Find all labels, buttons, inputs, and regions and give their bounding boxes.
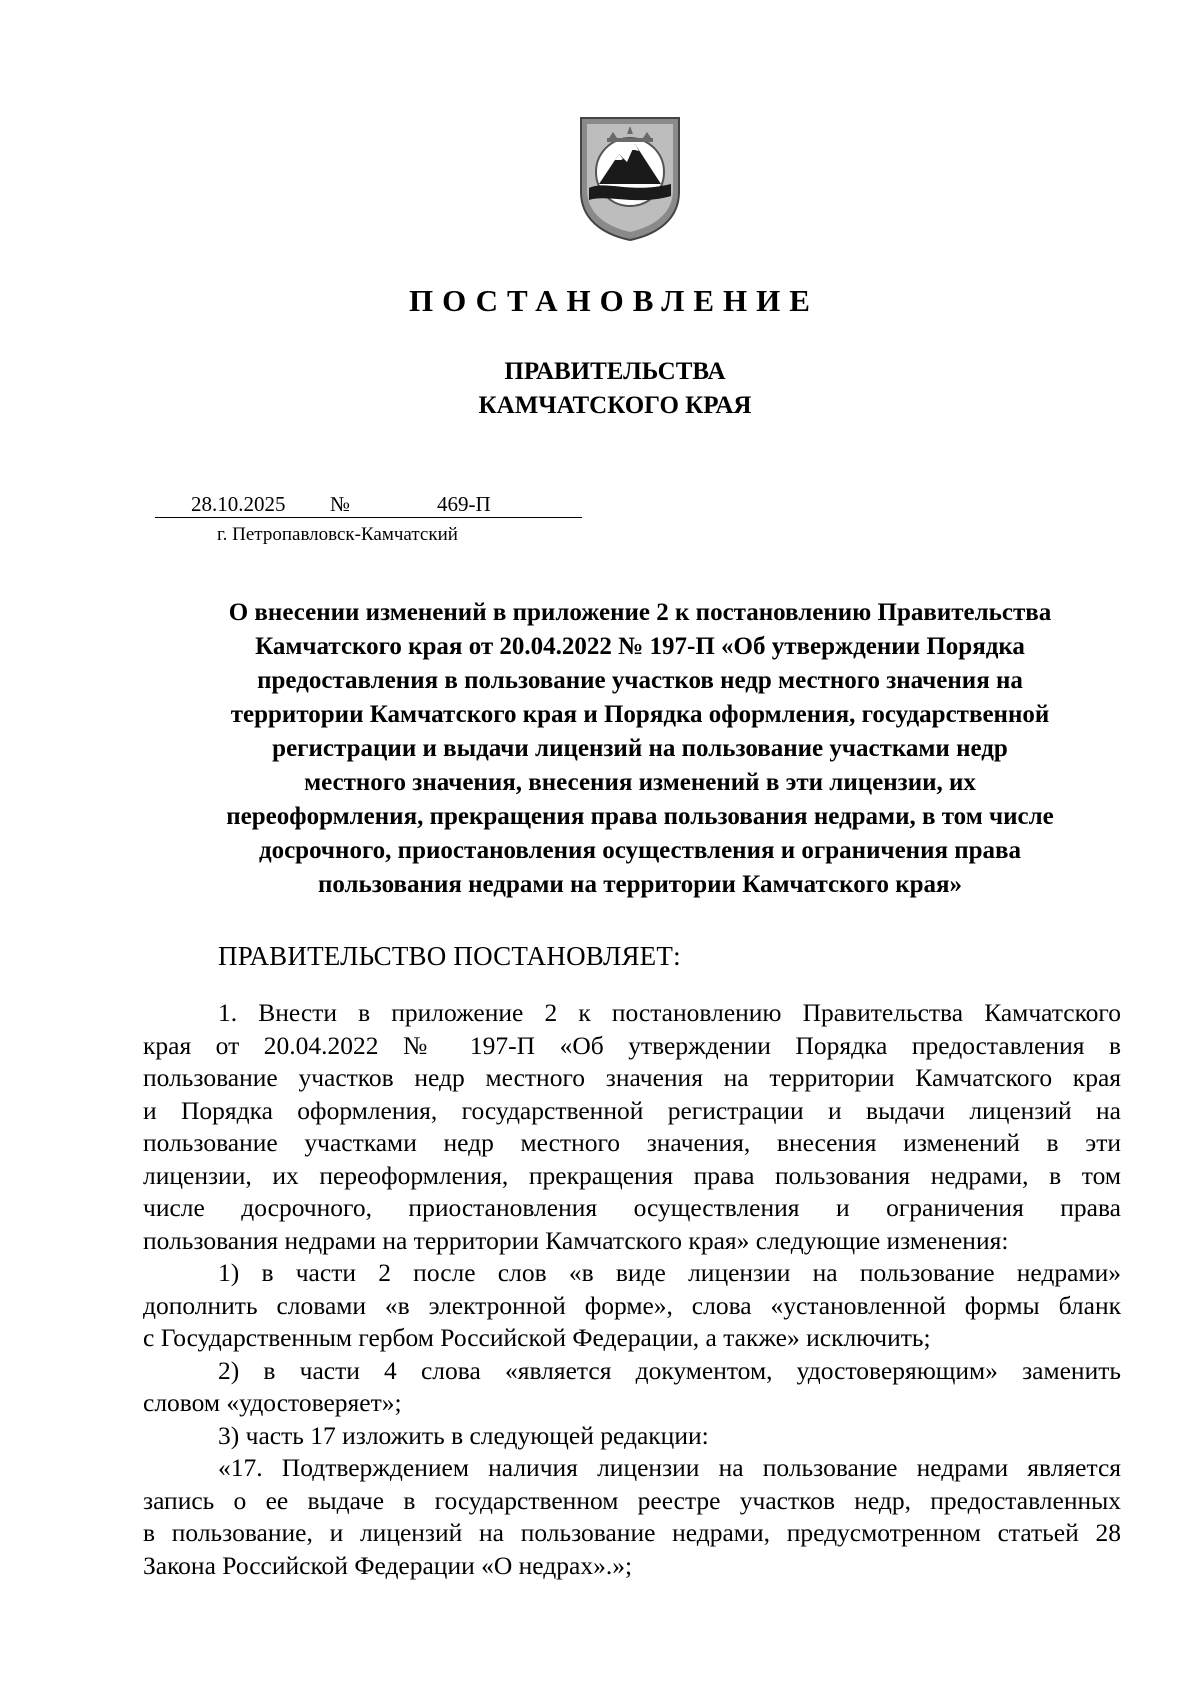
document-subject bbox=[160, 596, 1120, 902]
subject-line: пользования недрами на территории Камчатского края» bbox=[317, 871, 963, 898]
subject-line: Камчатского края от 20.04.2022 № 197-П «Об утверждении Порядка bbox=[255, 633, 1025, 660]
number-label: № bbox=[330, 492, 351, 516]
decree-heading: ПРАВИТЕЛЬСТВО ПОСТАНОВЛЯЕТ: bbox=[218, 941, 681, 971]
subject-line: территории Камчатского края и Порядка оформления, государственной bbox=[230, 701, 1050, 728]
body-text-line: «17. Подтверждением наличия лицензии на пользование недрами является bbox=[218, 1453, 1121, 1482]
subject-line: местного значения, внесения изменений в эти лицензии, их bbox=[304, 769, 976, 796]
authority-line-2: КАМЧАТСКОГО КРАЯ bbox=[478, 392, 752, 419]
subject-line: предоставления в пользование участков недр местного значения на bbox=[257, 667, 1023, 694]
body-text-line: дополнить словами «в электронной форме», слова «установленной формы бланк bbox=[143, 1290, 1121, 1320]
body-text-line: пользование участками недр местного значения, внесения изменений в эти bbox=[143, 1128, 1121, 1157]
subject-line: О внесении изменений в приложение 2 к постановлению Правительства bbox=[228, 599, 1052, 626]
body-text-line: лицензии, их переоформления, прекращения права пользования недрами, в том bbox=[143, 1160, 1121, 1190]
body-text-line: и Порядка оформления, государственной регистрации и выдачи лицензий на bbox=[143, 1095, 1121, 1125]
document-number: 469-П bbox=[437, 492, 491, 516]
body-text-line: края от 20.04.2022 № 197-П «Об утверждении Порядка предоставления в bbox=[143, 1030, 1121, 1060]
body-text-line: 2) в части 4 слова «является документом, удостоверяющим» заменить bbox=[218, 1355, 1121, 1385]
body-text-line: пользования недрами на территории Камчатского края» следующие изменения: bbox=[143, 1225, 1009, 1255]
subject-line: переоформления, прекращения права пользования недрами, в том числе bbox=[226, 803, 1054, 830]
body-text-line: с Государственным гербом Российской Федерации, а также» исключить; bbox=[143, 1323, 931, 1352]
body-text-line: словом «удостоверяет»; bbox=[143, 1388, 402, 1417]
body-text-line: в пользование, и лицензий на пользование недрами, предусмотренном статьей 28 bbox=[143, 1518, 1121, 1547]
document-date: 28.10.2025 bbox=[191, 492, 286, 516]
document-body bbox=[143, 997, 1121, 1582]
body-text-line: числе досрочного, приостановления осуществления и ограничения права bbox=[143, 1193, 1121, 1222]
authority-line-1: ПРАВИТЕЛЬСТВА bbox=[504, 358, 726, 385]
coat-of-arms-icon bbox=[577, 114, 683, 242]
body-text-line: 1) в части 2 после слов «в виде лицензии на пользование недрами» bbox=[218, 1258, 1121, 1287]
registration-line bbox=[155, 492, 582, 518]
body-text-line: 1. Внести в приложение 2 к постановлению Правительства Камчатского bbox=[218, 998, 1121, 1027]
document-type-title: ПОСТАНОВЛЕНИЕ bbox=[409, 283, 819, 318]
body-text-line: Закона Российской Федерации «О недрах».»; bbox=[143, 1550, 633, 1580]
subject-line: регистрации и выдачи лицензий на пользование участками недр bbox=[272, 735, 1008, 762]
subject-line: досрочного, приостановления осуществления и ограничения права bbox=[258, 837, 1022, 864]
body-text-line: запись о ее выдаче в государственном реестре участков недр, предоставленных bbox=[143, 1485, 1121, 1515]
body-text-line: 3) часть 17 изложить в следующей редакции: bbox=[218, 1420, 709, 1450]
body-text-line: пользование участков недр местного значения на территории Камчатского края bbox=[143, 1063, 1121, 1092]
issuing-authority bbox=[0, 355, 1200, 423]
city-of-issue: г. Петропавловск-Камчатский bbox=[217, 524, 458, 545]
